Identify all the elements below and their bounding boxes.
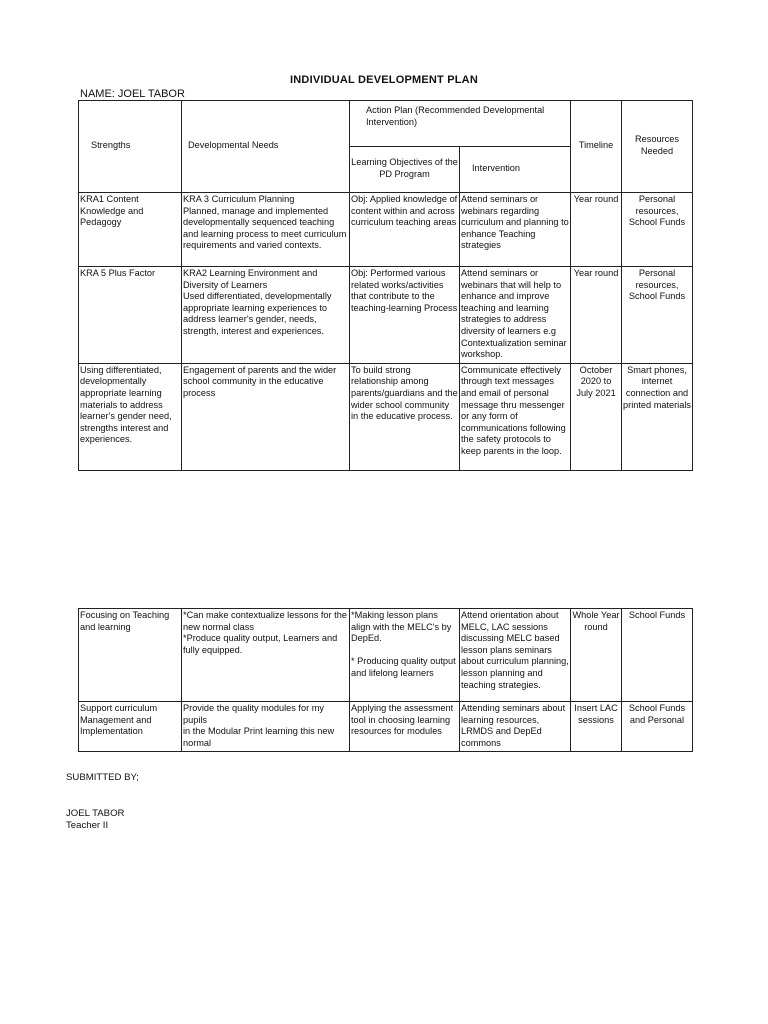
development-plan-table-continued	[78, 608, 693, 752]
header-resources-needed: Resources Needed	[622, 101, 693, 193]
name-line: NAME: JOEL TABOR	[80, 88, 185, 100]
signer-name: JOEL TABOR	[66, 808, 125, 819]
learning-objectives-cell: Applying the assessment tool in choosing learning resources for modules	[350, 702, 460, 752]
timeline-cell: Whole Year round	[571, 609, 622, 702]
header-learning-objectives: Learning Objectives of the PD Program	[350, 147, 460, 193]
intervention-cell: Attending seminars about learning resources, LRMDS and DepEd commons	[460, 702, 571, 752]
developmental-needs-cell: KRA 3 Curriculum Planning Planned, manage and implemented developmentally sequenced teaching and learning process to meet curriculum requirements and varied contexts.	[182, 193, 350, 267]
strength-cell: Focusing on Teaching and learning	[79, 609, 182, 702]
header-developmental-needs: Developmental Needs	[182, 101, 350, 193]
development-plan-table	[78, 100, 693, 471]
header-strengths: Strengths	[79, 101, 182, 193]
intervention-cell: Communicate effectively through text messages and email of personal message thru messenger or any form of communications following the safety protocols to keep parents in the loop.	[460, 363, 571, 470]
signer-title: Teacher II	[66, 820, 109, 831]
strength-cell: KRA 5 Plus Factor	[79, 267, 182, 364]
strength-cell: KRA1 Content Knowledge and Pedagogy	[79, 193, 182, 267]
table-row	[79, 363, 693, 470]
intervention-cell: Attend orientation about MELC, LAC sessions discussing MELC based lesson plans seminars about curriculum planning, lesson planning and teaching strategies.	[460, 609, 571, 702]
table-row	[79, 267, 693, 364]
header-intervention: Intervention	[460, 147, 571, 193]
intervention-cell: Attend seminars or webinars that will help to enhance and improve teaching and learning strategies to address diversity of learners e.g Contextualization seminar workshop.	[460, 267, 571, 364]
learning-objectives-cell: Obj: Applied knowledge of content within and across curriculum teaching areas	[350, 193, 460, 267]
table-row	[79, 609, 693, 702]
resources-cell: Personal resources, School Funds	[622, 267, 693, 364]
developmental-needs-cell: *Can make contextualize lessons for the new normal class *Produce quality output, Learners and fully equipped.	[182, 609, 350, 702]
timeline-cell: Year round	[571, 267, 622, 364]
developmental-needs-cell: KRA2 Learning Environment and Diversity of Learners Used differentiated, developmentally appropriate learning experiences to address learner's gender, needs, strength, interest and experiences.	[182, 267, 350, 364]
header-action-plan: Action Plan (Recommended Developmental Intervention)	[350, 101, 571, 147]
strength-cell: Using differentiated, developmentally appropriate learning materials to address learner's gender need, strengths interest and experiences.	[79, 363, 182, 470]
developmental-needs-cell: Provide the quality modules for my pupils in the Modular Print learning this new normal	[182, 702, 350, 752]
strength-cell: Support curriculum Management and Implementation	[79, 702, 182, 752]
submitted-by-label: SUBMITTED BY;	[66, 772, 139, 783]
resources-cell: Smart phones, internet connection and printed materials	[622, 363, 693, 470]
table-row	[79, 193, 693, 267]
learning-objectives-cell: Obj: Performed various related works/activities that contribute to the teaching-learning Process	[350, 267, 460, 364]
learning-objectives-cell: To build strong relationship among parents/guardians and the wider school community in the educative process.	[350, 363, 460, 470]
resources-cell: Personal resources, School Funds	[622, 193, 693, 267]
resources-cell: School Funds and Personal	[622, 702, 693, 752]
resources-cell: School Funds	[622, 609, 693, 702]
timeline-cell: Insert LAC sessions	[571, 702, 622, 752]
document-title: INDIVIDUAL DEVELOPMENT PLAN	[290, 74, 478, 86]
table-row	[79, 702, 693, 752]
developmental-needs-cell: Engagement of parents and the wider school community in the educative process	[182, 363, 350, 470]
header-timeline: Timeline	[571, 101, 622, 193]
learning-objectives-cell: *Making lesson plans align with the MELC's by DepEd. * Producing quality output and lifelong learners	[350, 609, 460, 702]
timeline-cell: Year round	[571, 193, 622, 267]
intervention-cell: Attend seminars or webinars regarding curriculum and planning to enhance Teaching strategies	[460, 193, 571, 267]
timeline-cell: October 2020 to July 2021	[571, 363, 622, 470]
